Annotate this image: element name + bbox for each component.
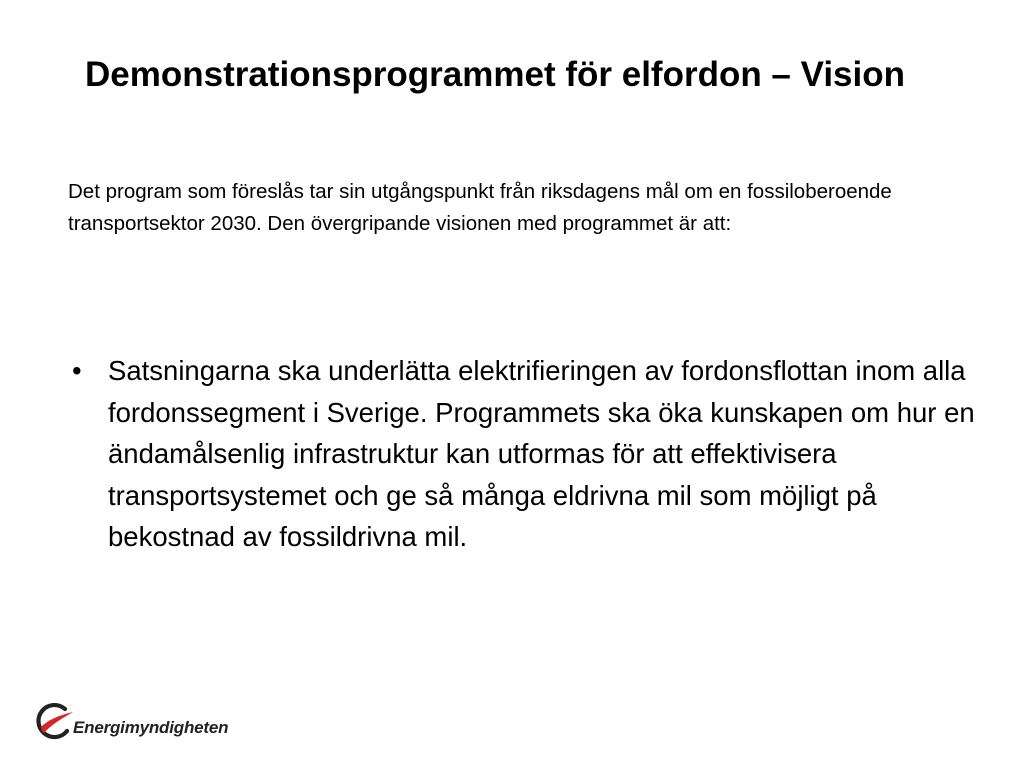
logo-wordmark: Energimyndigheten: [73, 718, 229, 737]
bullet-list: [68, 350, 988, 558]
energimyndigheten-logo-icon: [34, 700, 76, 742]
bullet-marker: •: [72, 355, 82, 386]
energimyndigheten-logo: [34, 698, 228, 744]
slide-title: Demonstrationsprogrammet för elfordon – Vision: [84, 55, 906, 94]
bullet-item: [68, 350, 988, 558]
bullet-text: Satsningarna ska underlätta elektrifieringen av fordonsflottan inom alla fordonssegment i Sverige. Programmets ska öka kunskapen om hur en ändamålsenlig infrastruktur kan utformas för att effektivisera transportsystemet och ge så många eldrivna mil som möjligt på bekostnad av fossildrivna mil.: [108, 355, 975, 552]
intro-paragraph: Det program som föreslås tar sin utgångspunkt från riksdagens mål om en fossiloberoende transportsektor 2030. Den övergripande visionen med programmet är att:: [68, 180, 892, 235]
